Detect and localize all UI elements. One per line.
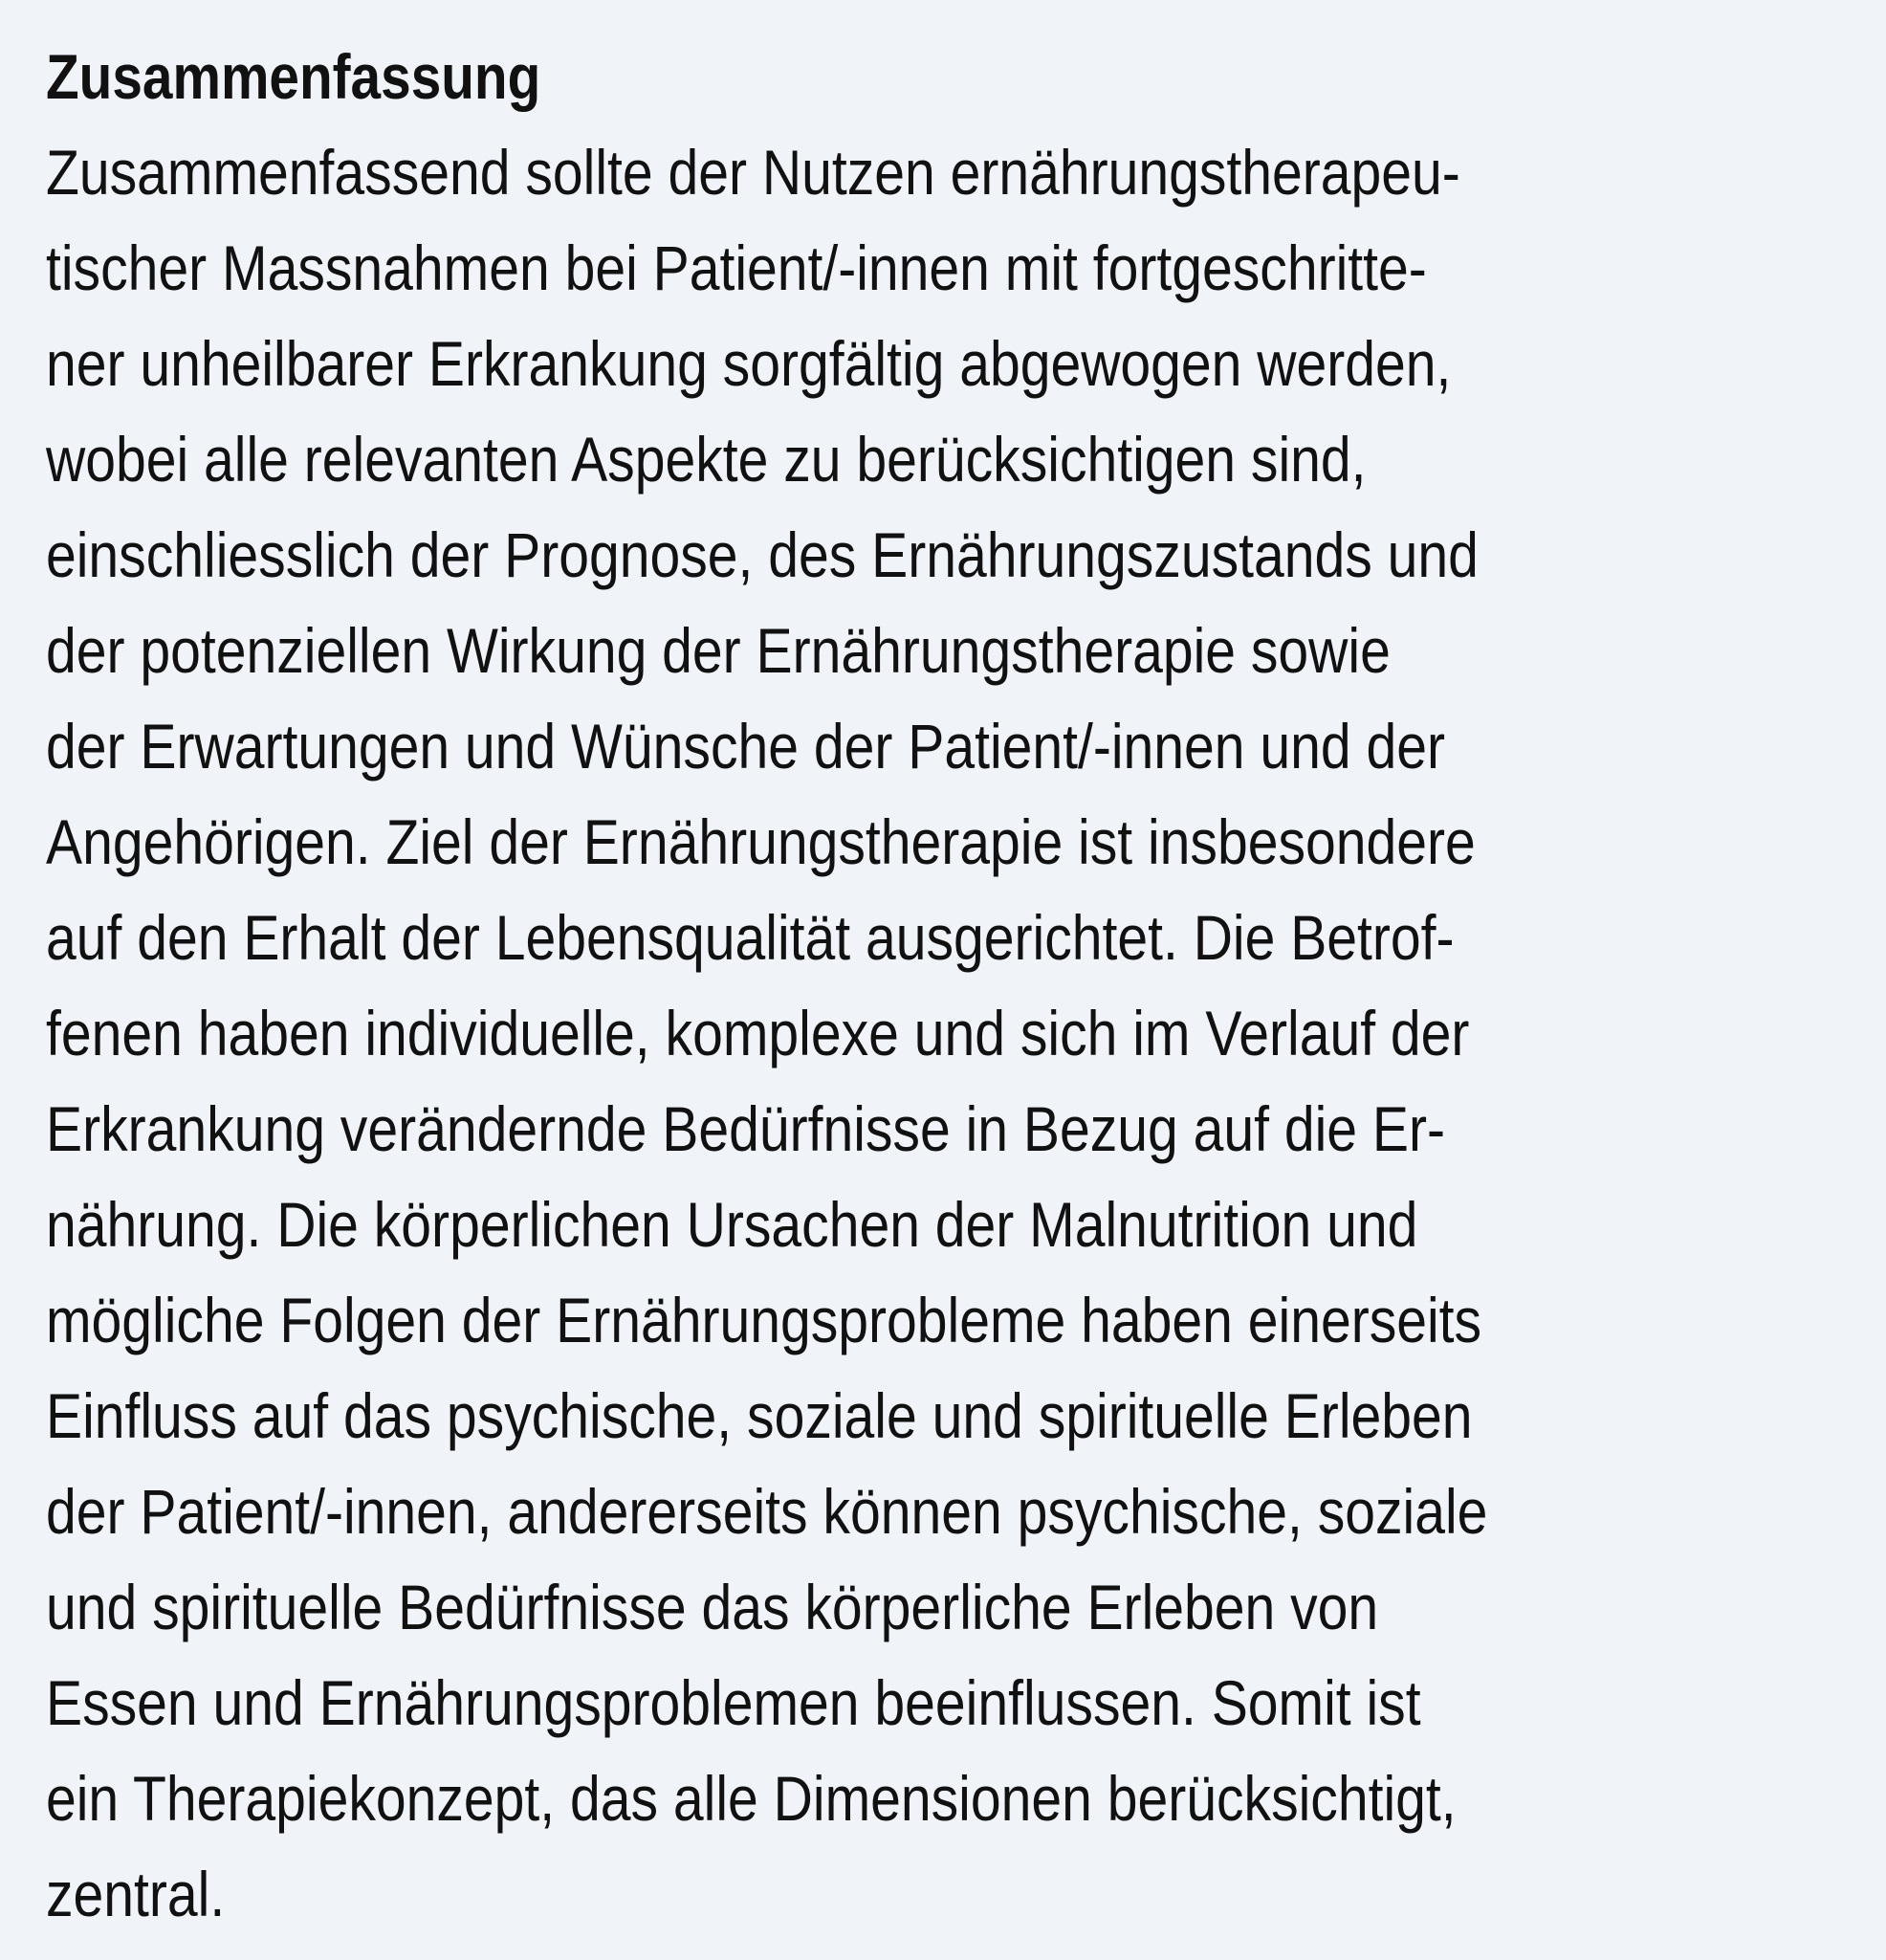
summary-line: und spirituelle Bedürfnisse das körperliche Erleben von (46, 1572, 1379, 1642)
summary-line: wobei alle relevanten Aspekte zu berücksichtigen sind, (46, 424, 1367, 495)
summary-line: nährung. Die körperlichen Ursachen der Malnutrition und (46, 1189, 1418, 1260)
summary-line: auf den Erhalt der Lebensqualität ausgerichtet. Die Betrof- (46, 902, 1455, 973)
summary-box (46, 29, 1863, 1942)
summary-line: Einfluss auf das psychische, soziale und spirituelle Erleben (46, 1380, 1473, 1451)
summary-line: einschliesslich der Prognose, des Ernährungszustands und (46, 519, 1479, 590)
summary-line: Essen und Ernährungsproblemen beeinflussen. Somit ist (46, 1667, 1421, 1738)
summary-line: mögliche Folgen der Ernährungsprobleme haben einerseits (46, 1285, 1482, 1355)
summary-line: der potenziellen Wirkung der Ernährungstherapie sowie (46, 615, 1391, 686)
summary-line: zentral. (46, 1859, 226, 1929)
summary-heading: Zusammenfassung (46, 41, 541, 112)
summary-line: der Patient/-innen, andererseits können psychische, soziale (46, 1476, 1488, 1547)
summary-body (46, 124, 1863, 1942)
summary-line: tischer Massnahmen bei Patient/-innen mit fortgeschritte- (46, 232, 1427, 303)
summary-line: der Erwartungen und Wünsche der Patient/-innen und der (46, 711, 1446, 782)
summary-line: Angehörigen. Ziel der Ernährungstherapie ist insbesondere (46, 806, 1476, 877)
summary-line: Zusammenfassend sollte der Nutzen ernährungstherapeu- (46, 137, 1460, 208)
summary-line: fenen haben individuelle, komplexe und sich im Verlauf der (46, 998, 1470, 1068)
summary-line: Erkrankung verändernde Bedürfnisse in Bezug auf die Er- (46, 1093, 1445, 1164)
summary-line: ein Therapiekonzept, das alle Dimensionen berücksichtigt, (46, 1763, 1457, 1834)
summary-line: ner unheilbarer Erkrankung sorgfältig abgewogen werden, (46, 328, 1452, 399)
